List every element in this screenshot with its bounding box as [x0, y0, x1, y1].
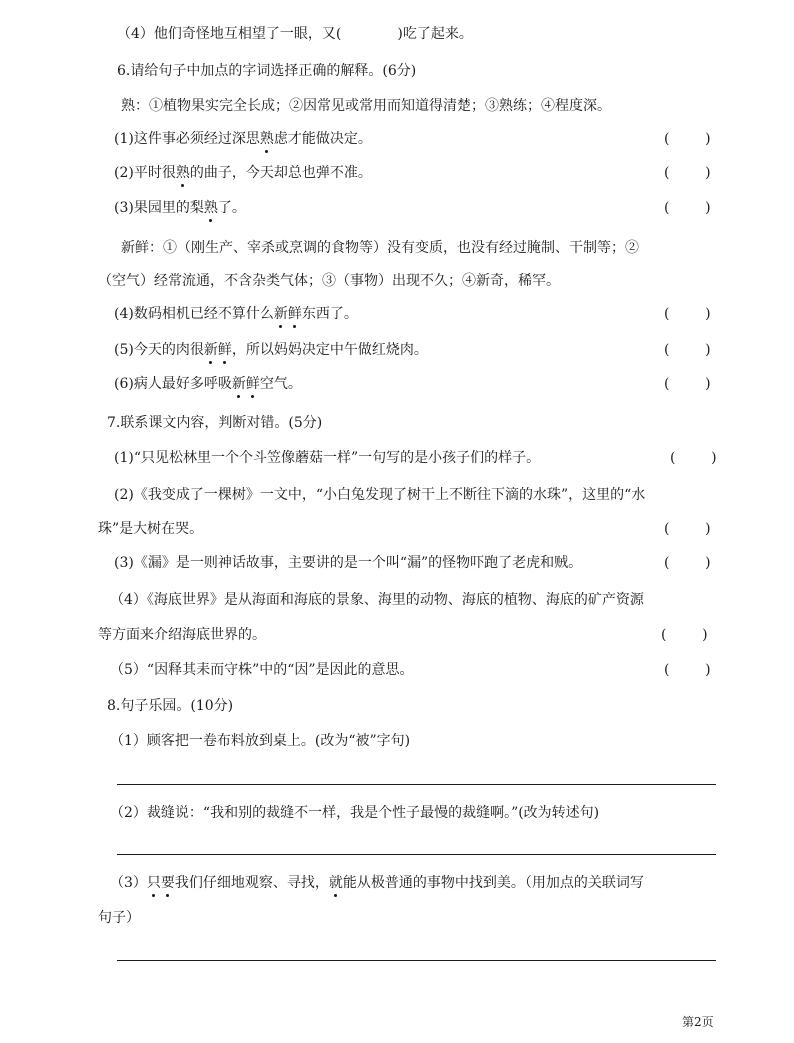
q6-item-3: (3)果园里的梨熟了。 [114, 200, 246, 216]
answer-paren[interactable]: ( ) [664, 306, 711, 322]
answer-paren[interactable]: ( ) [664, 521, 711, 537]
answer-paren[interactable]: ( ) [664, 376, 711, 392]
q6-item-1: (1)这件事必须经过深思熟虑才能做决定。 [114, 131, 372, 147]
q8-item-1: （1）顾客把一卷布料放到桌上。(改为“被”字句) [110, 733, 411, 749]
dotted-word: 熟 [203, 200, 218, 216]
answer-paren[interactable]: ( ) [664, 662, 711, 678]
answer-paren[interactable]: ( ) [664, 131, 711, 147]
answer-paren[interactable]: ( ) [664, 200, 711, 216]
q7-item-5: （5）“因释其耒而守株”中的“因”是因此的意思。 [110, 662, 414, 678]
dotted-word: 就 [328, 875, 343, 891]
q8-item-2: （2）裁缝说：“我和别的裁缝不一样，我是个性子最慢的裁缝啊。”(改为转述句) [110, 805, 600, 821]
answer-paren[interactable]: ( ) [661, 627, 708, 643]
q8-item-3-line-2: 句子） [98, 910, 140, 926]
q7-item-1: (1)“只见松林里一个个斗笠像蘑菇一样”一句写的是小孩子们的样子。 [114, 450, 541, 466]
page-number: 第2页 [682, 1015, 714, 1029]
dotted-word: 只 [146, 875, 161, 891]
q7-item-2-line-2: 珠”是大树在哭。 [98, 521, 204, 537]
q6-item-4: (4)数码相机已经不算什么新鲜东西了。 [114, 306, 358, 322]
q7-item-2-line-1: (2)《我变成了一棵树》一文中，“小白兔发现了树干上不断往下滴的水珠”，这里的“水 [114, 487, 646, 503]
dotted-word: 新 [203, 342, 218, 358]
answer-paren[interactable]: ( ) [670, 450, 717, 466]
answer-paren[interactable]: ( ) [664, 555, 711, 571]
q8-title: 8.句子乐园。(10分) [107, 698, 234, 714]
q7-item-3: (3)《漏》是一则神话故事，主要讲的是一个叫“漏”的怪物吓跑了老虎和贼。 [114, 555, 583, 571]
q6-item-5: (5)今天的肉很新鲜，所以妈妈决定中午做红烧肉。 [114, 342, 428, 358]
q6-definition-xinxian: 新鲜：①（刚生产、宰杀或烹调的食物等）没有变质，也没有经过腌制、干制等；② [121, 240, 639, 256]
q7-item-4-line-1: （4）《海底世界》是从海面和海底的景象、海里的动物、海底的植物、海底的矿产资源 [110, 592, 644, 608]
dotted-word: 鲜 [287, 306, 302, 322]
q8-item-3-line-1: （3）只要我们仔细地观察、寻找，就能从极普通的事物中找到美。（用加点的关联词写 [110, 875, 644, 891]
q5-item-4: （4）他们奇怪地互相望了一眼，又( )吃了起来。 [117, 26, 473, 42]
dotted-word: 鲜 [245, 376, 260, 392]
dotted-word: 要 [160, 875, 175, 891]
dotted-word: 熟 [259, 131, 274, 147]
dotted-word: 熟 [175, 165, 190, 181]
answer-paren[interactable]: ( ) [664, 165, 711, 181]
q7-title: 7.联系课文内容，判断对错。(5分) [107, 415, 323, 431]
dotted-word: 新 [231, 376, 246, 392]
q6-title: 6.请给句子中加点的字词选择正确的解释。(6分) [117, 63, 417, 79]
dotted-word: 鲜 [217, 342, 232, 358]
q6-item-6: (6)病人最好多呼吸新鲜空气。 [114, 376, 302, 392]
answer-line[interactable] [117, 854, 716, 855]
q7-item-4-line-2: 等方面来介绍海底世界的。 [98, 627, 266, 643]
q6-item-2: (2)平时很熟的曲子，今天却总也弹不准。 [114, 165, 372, 181]
answer-line[interactable] [117, 784, 716, 785]
dotted-word: 新 [273, 306, 288, 322]
answer-line[interactable] [117, 960, 716, 961]
q6-definition-shu: 熟：①植物果实完全长成；②因常见或常用而知道得清楚；③熟练；④程度深。 [121, 98, 611, 114]
answer-paren[interactable]: ( ) [664, 342, 711, 358]
q6-definition-xinxian-cont: （空气）经常流通，不含杂类气体；③（事物）出现不久；④新奇，稀罕。 [98, 273, 560, 289]
